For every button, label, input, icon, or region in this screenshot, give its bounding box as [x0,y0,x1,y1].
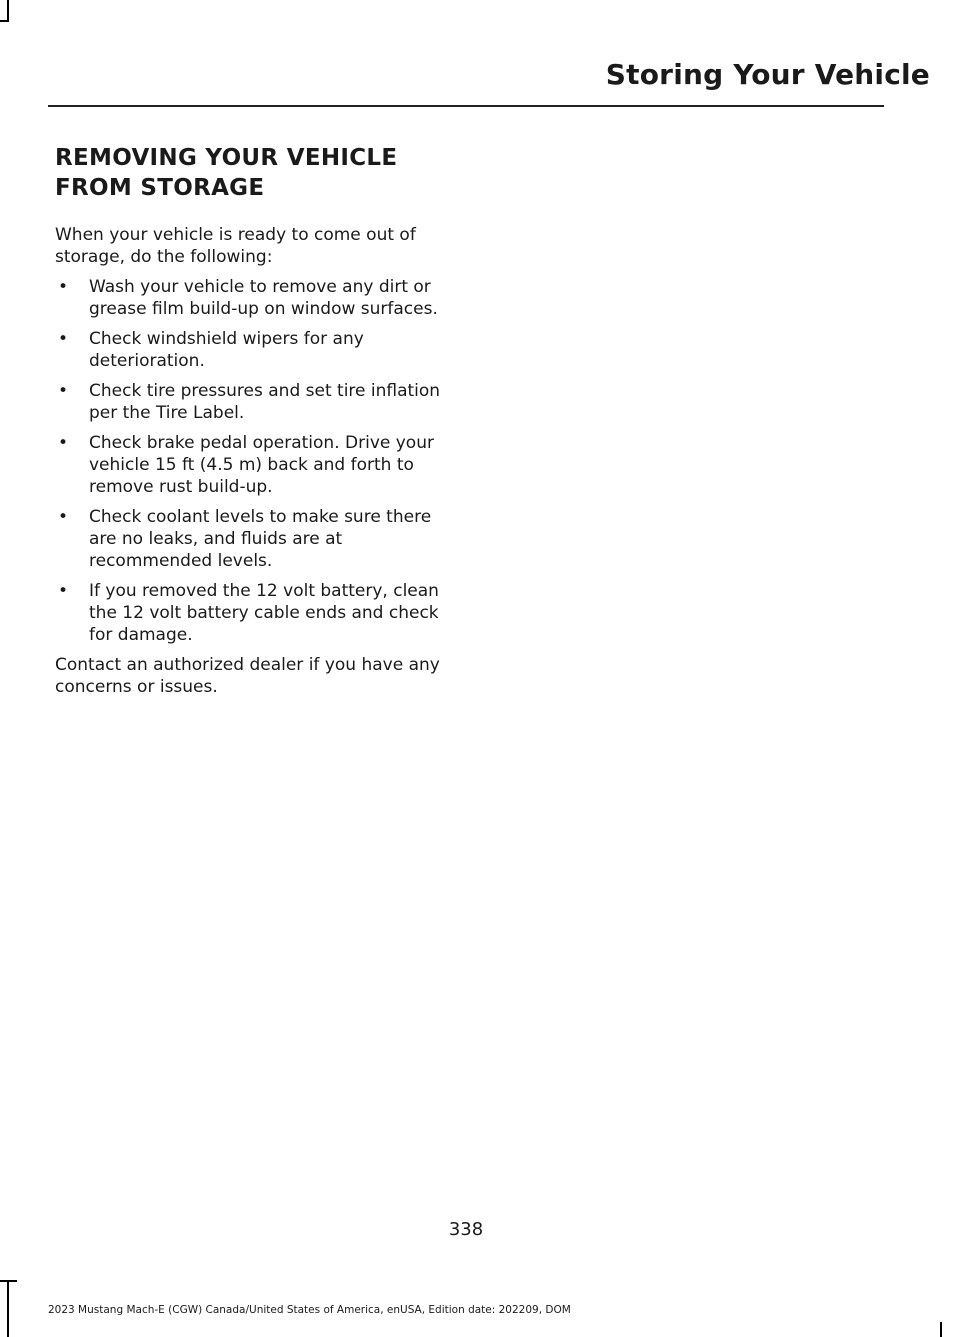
bullet-icon: • [58,433,69,453]
section-heading-line-2: FROM STORAGE [55,175,265,201]
section-heading-line-1: REMOVING YOUR VEHICLE [55,145,398,171]
list-item [55,432,455,498]
bullet-icon: • [58,329,69,349]
storage-removal-steps-list [55,276,455,646]
list-item-text: Check coolant levels to make sure there are no leaks, and fluids are at recommended levels. [89,507,432,571]
list-item-text: Wash your vehicle to remove any dirt or grease film build-up on window surfaces. [89,277,438,319]
list-item-text: Check windshield wipers for any deterioration. [89,329,364,371]
closing-paragraph: Contact an authorized dealer if you have any concerns or issues. [55,655,440,697]
bullet-icon: • [58,381,69,401]
bullet-icon: • [58,507,69,527]
section-heading [55,143,455,203]
intro-paragraph: When your vehicle is ready to come out of storage, do the following: [55,225,416,267]
crop-mark-bottom-right-vertical [940,1322,942,1337]
header-title-text: Storing Your Vehicle [605,58,930,91]
crop-mark-bottom-left-vertical [7,1280,9,1337]
list-item-text: If you removed the 12 volt battery, clean the 12 volt battery cable ends and check for damage. [89,581,439,645]
list-item [55,328,455,372]
list-item [55,580,455,646]
crop-mark-bottom-left-horizontal [0,1280,17,1282]
page-number: 338 [448,1219,484,1240]
header-divider [48,105,884,107]
bullet-icon: • [58,277,69,297]
edition-footer: 2023 Mustang Mach-E (CGW) Canada/United States of America, enUSA, Edition date: 202209, DOM [48,1304,571,1316]
list-item [55,380,455,424]
crop-mark-top-left-vertical [7,0,9,22]
crop-mark-top-left-horizontal [0,20,9,22]
bullet-icon: • [58,581,69,601]
list-item-text: Check tire pressures and set tire inflation per the Tire Label. [89,381,441,423]
list-item-text: Check brake pedal operation. Drive your vehicle 15 ft (4.5 m) back and forth to remove rust build-up. [89,433,434,497]
main-content [55,143,455,698]
page-header-title [0,58,930,91]
list-item [55,506,455,572]
list-item [55,276,455,320]
